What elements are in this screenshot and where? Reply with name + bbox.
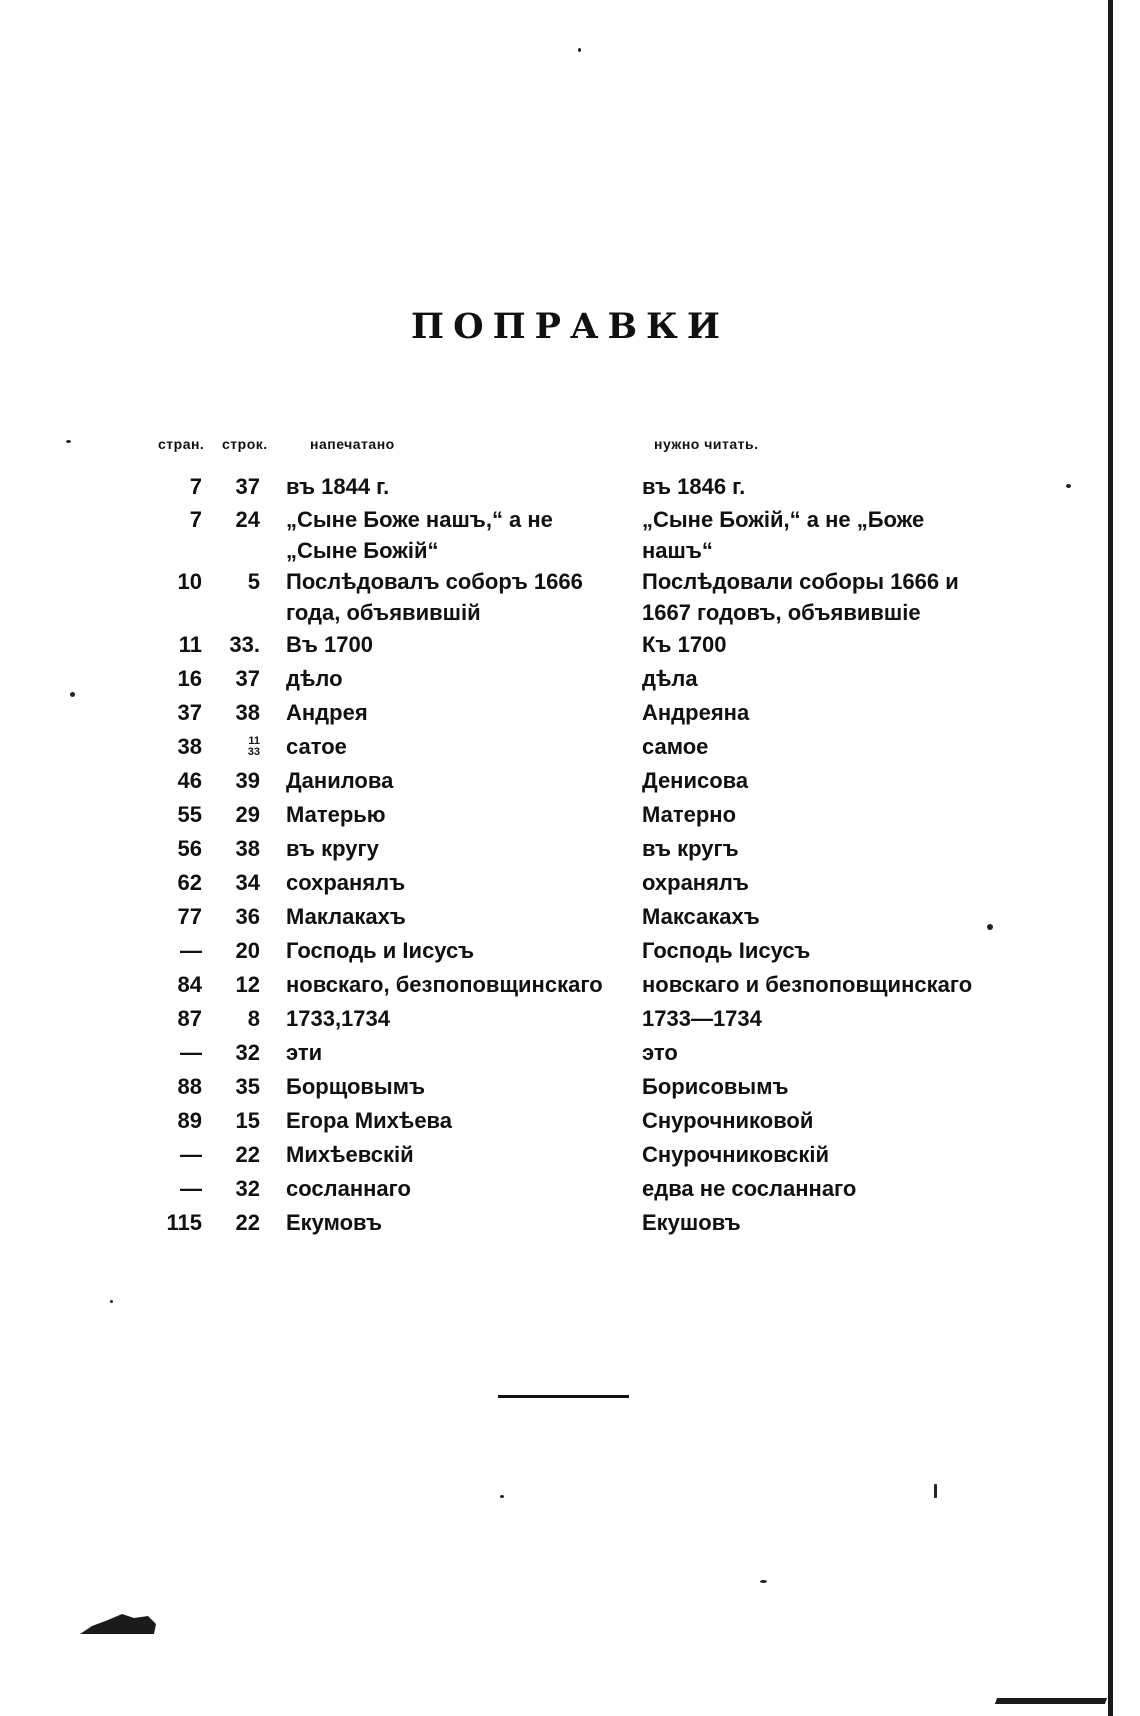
printed-text: Борщовымъ xyxy=(286,1074,426,1099)
page-number: 10 xyxy=(177,569,202,594)
line-number: 5 xyxy=(247,569,260,594)
correct-text: едва не сосланнаго xyxy=(642,1176,857,1201)
scan-speck xyxy=(934,1484,937,1498)
line-number: 22 xyxy=(235,1142,260,1167)
correct-text: въ кругъ xyxy=(642,836,739,861)
page-title: ПОПРАВКИ xyxy=(411,306,729,347)
errata-row xyxy=(0,1070,1140,1104)
correct-text: дѣла xyxy=(642,666,698,691)
page-number: 7 xyxy=(189,474,202,499)
line-number: 37 xyxy=(235,666,260,691)
page-number: 115 xyxy=(166,1210,202,1235)
page-number: — xyxy=(180,938,202,963)
correct-text: охранялъ xyxy=(642,870,749,895)
printed-text: Матерью xyxy=(286,802,386,827)
line-number: 24 xyxy=(235,507,260,532)
correct-text: 1733—1734 xyxy=(642,1006,762,1031)
header-read: нужно читать. xyxy=(654,436,759,452)
scan-speck xyxy=(578,48,581,52)
line-number: 34 xyxy=(235,870,260,895)
errata-row xyxy=(0,900,1140,934)
page-number: 62 xyxy=(177,870,202,895)
errata-row xyxy=(0,696,1140,730)
correct-text: это xyxy=(642,1040,678,1065)
printed-text: Андрея xyxy=(286,700,368,725)
printed-text: Въ 1700 xyxy=(286,632,373,657)
line-number: 11 33 xyxy=(247,735,260,758)
line-number: 15 xyxy=(235,1108,260,1133)
errata-row xyxy=(0,628,1140,662)
page-number: — xyxy=(180,1040,202,1065)
ink-smudge xyxy=(78,1612,158,1636)
errata-row xyxy=(0,968,1140,1002)
correct-text: Къ 1700 xyxy=(642,632,727,657)
printed-text: Екумовъ xyxy=(286,1210,383,1235)
ink-smudge xyxy=(995,1698,1107,1704)
line-number: 37 xyxy=(235,474,260,499)
line-number: 20 xyxy=(235,938,260,963)
errata-row xyxy=(0,1104,1140,1138)
errata-row xyxy=(0,1138,1140,1172)
page-number: 37 xyxy=(177,700,202,725)
page-number: 88 xyxy=(177,1074,202,1099)
correct-text: Екушовъ xyxy=(642,1210,741,1235)
page-number: 89 xyxy=(177,1108,202,1133)
page-number: 84 xyxy=(177,972,202,997)
errata-row xyxy=(0,1002,1140,1036)
page-number: 46 xyxy=(177,768,202,793)
errata-row xyxy=(0,1036,1140,1070)
page-number: 7 xyxy=(189,507,202,532)
correct-text: Денисова xyxy=(642,768,749,793)
errata-table xyxy=(0,470,1140,1240)
correct-text: Господь Іисусъ xyxy=(642,938,811,963)
line-number: 32 xyxy=(235,1176,260,1201)
correct-text: Борисовымъ xyxy=(642,1074,789,1099)
line-number: 32 xyxy=(235,1040,260,1065)
printed-text: Господь и Іисусъ xyxy=(286,938,474,963)
errata-row xyxy=(0,566,1140,628)
printed-text: въ 1844 г. xyxy=(286,474,390,499)
printed-text: Маклакахъ xyxy=(286,904,406,929)
header-line: строк. xyxy=(222,436,268,452)
errata-row xyxy=(0,764,1140,798)
line-number: 36 xyxy=(235,904,260,929)
errata-row xyxy=(0,1206,1140,1240)
scan-speck xyxy=(500,1495,504,1498)
printed-text: сохранялъ xyxy=(286,870,406,895)
errata-row xyxy=(0,832,1140,866)
line-number: 38 xyxy=(235,836,260,861)
errata-row xyxy=(0,662,1140,696)
errata-row xyxy=(0,866,1140,900)
page-number: — xyxy=(180,1176,202,1201)
printed-text: „Сыне Боже нашъ,“ а не „Сыне Божій“ xyxy=(286,507,553,563)
line-number: 38 xyxy=(235,700,260,725)
scan-speck xyxy=(987,924,993,930)
correct-text: Послѣдовали соборы 1666 и 1667 годовъ, объявившіе xyxy=(642,569,959,625)
correct-text: Андреяна xyxy=(642,700,750,725)
correct-text: Максакахъ xyxy=(642,904,760,929)
scan-speck xyxy=(70,692,75,697)
page-number: 77 xyxy=(177,904,202,929)
printed-text: Михѣевскій xyxy=(286,1142,414,1167)
scan-speck xyxy=(1066,484,1071,488)
page-number: 11 xyxy=(178,632,202,657)
line-number: 8 xyxy=(247,1006,260,1031)
page-number: 38 xyxy=(177,734,202,759)
correct-text: самое xyxy=(642,734,709,759)
printed-text: новскаго, безпоповщинскаго xyxy=(286,972,603,997)
printed-text: дѣло xyxy=(286,666,343,691)
line-number: 35 xyxy=(235,1074,260,1099)
errata-row xyxy=(0,934,1140,968)
scan-speck xyxy=(760,1580,767,1583)
correct-text: новскаго и безпоповщинскаго xyxy=(642,972,973,997)
scan-speck xyxy=(110,1300,113,1303)
printed-text: Егора Михѣева xyxy=(286,1108,453,1133)
errata-row xyxy=(0,1172,1140,1206)
correct-text: Снурочниковой xyxy=(642,1108,814,1133)
printed-text: сатое xyxy=(286,734,347,759)
printed-text: Послѣдовалъ соборъ 1666 года, объявившій xyxy=(286,569,583,625)
printed-text: Данилова xyxy=(286,768,394,793)
line-number: 29 xyxy=(235,802,260,827)
errata-row xyxy=(0,470,1140,504)
correct-text: въ 1846 г. xyxy=(642,474,746,499)
line-number: 33. xyxy=(229,632,260,657)
errata-row xyxy=(0,798,1140,832)
page-number: 56 xyxy=(177,836,202,861)
errata-row xyxy=(0,504,1140,566)
line-number: 12 xyxy=(235,972,260,997)
printed-text: 1733,1734 xyxy=(286,1006,390,1031)
header-printed: напечатано xyxy=(310,436,395,452)
header-page: стран. xyxy=(158,436,205,452)
page-number: 87 xyxy=(177,1006,202,1031)
page-number: 16 xyxy=(177,666,202,691)
errata-row xyxy=(0,730,1140,764)
scan-speck xyxy=(66,440,71,443)
correct-text: Матерно xyxy=(642,802,737,827)
correct-text: „Сыне Божій,“ а не „Боже нашъ“ xyxy=(642,507,925,563)
correct-text: Снурочниковскій xyxy=(642,1142,830,1167)
line-number: 22 xyxy=(235,1210,260,1235)
closing-rule xyxy=(498,1395,629,1398)
printed-text: эти xyxy=(286,1040,323,1065)
page-number: — xyxy=(180,1142,202,1167)
printed-text: сосланнаго xyxy=(286,1176,411,1201)
printed-text: въ кругу xyxy=(286,836,379,861)
page-number: 55 xyxy=(177,802,202,827)
line-number: 39 xyxy=(235,768,260,793)
